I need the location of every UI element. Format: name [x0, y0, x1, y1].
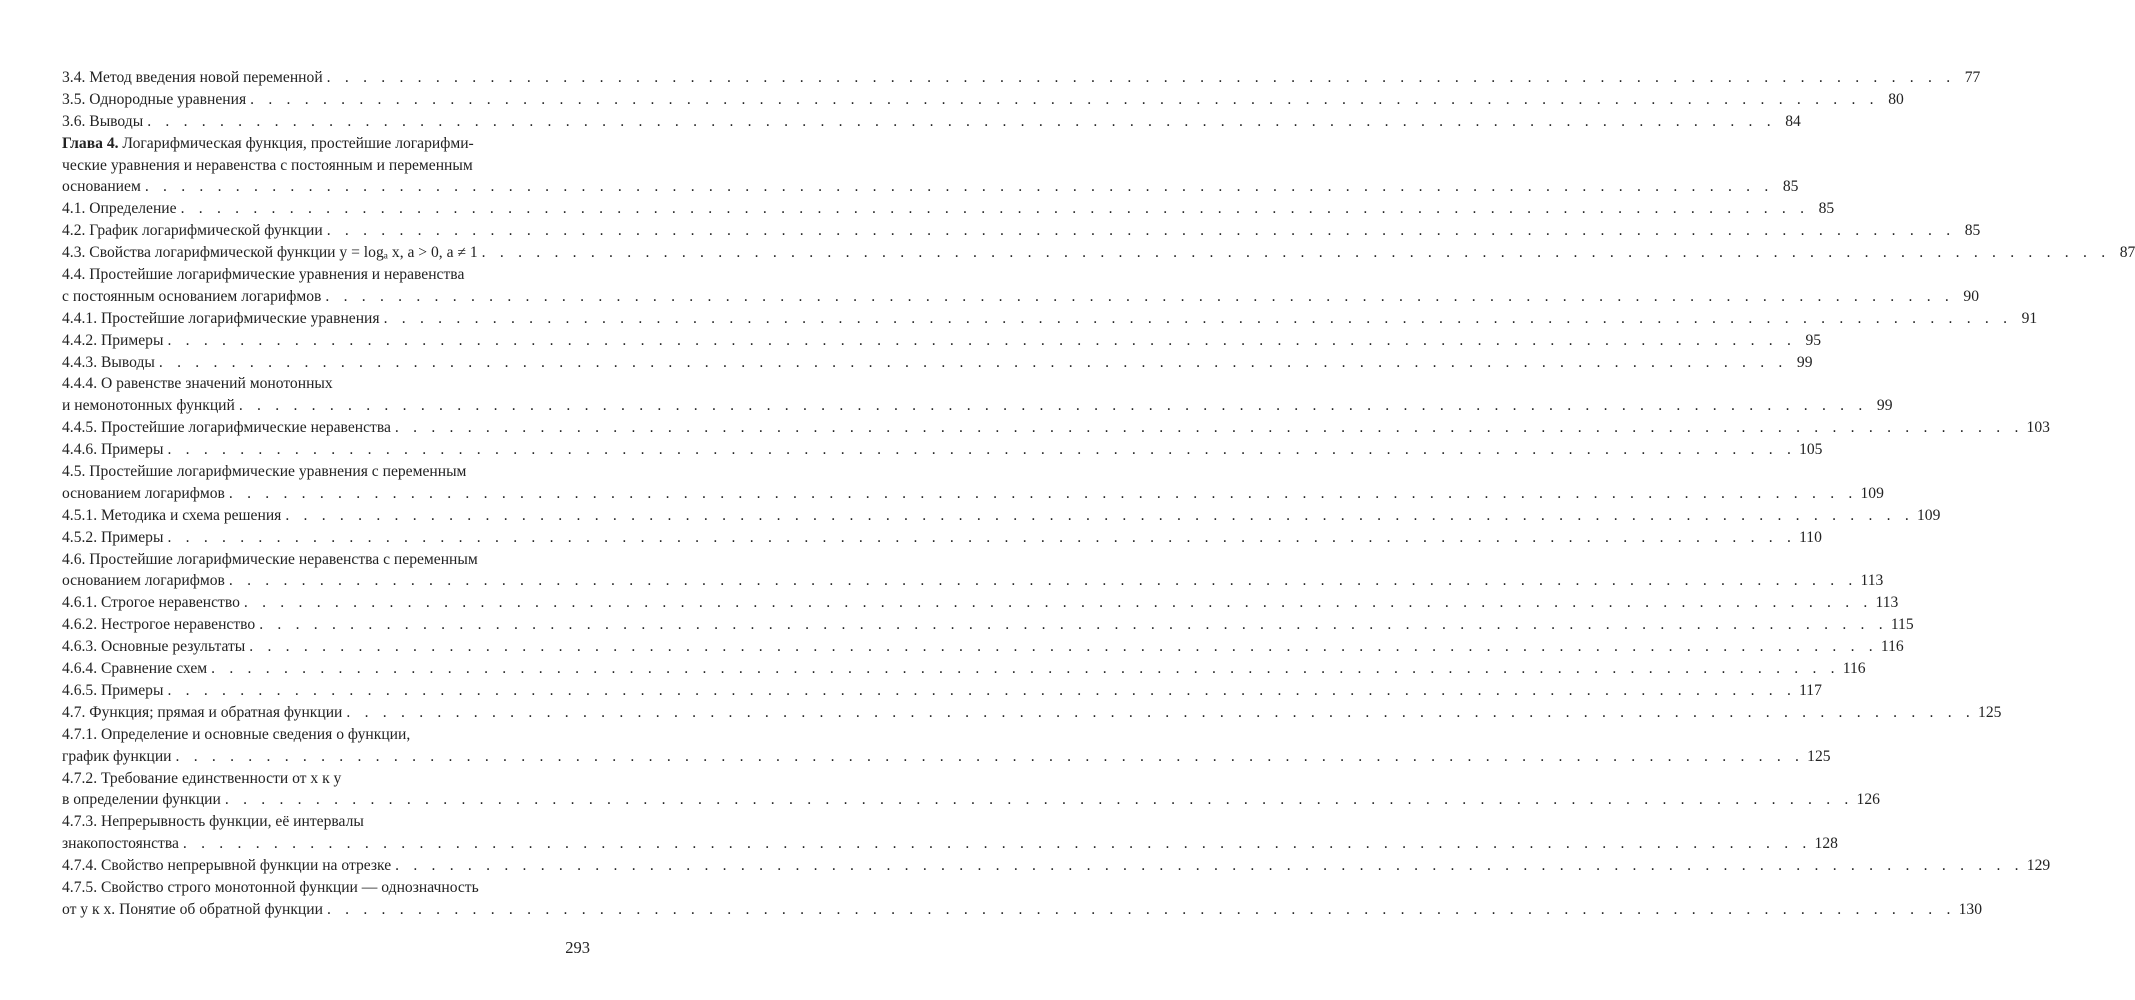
- toc-title: 4.4.3. Выводы: [62, 353, 155, 371]
- toc-line: [62, 746, 1831, 768]
- leader-dots: . . . . . . . . . . . . . . . . . . . . . . . . . . . . . . . . . . . . . . . . . . . . . . . . . . . . . . . . . . . . . . . . . . . . . . . . . . . . . . . . . . . . . . . . . .: [326, 69, 1956, 86]
- toc-title: основанием логарифмов: [62, 484, 225, 502]
- toc-title: 4.7.5. Свойство строго монотонной функции — однозначность: [62, 878, 479, 896]
- toc-line: [62, 658, 1866, 680]
- toc-line: [62, 220, 1981, 242]
- toc-page-number: 95: [1805, 331, 1822, 349]
- toc-line: [62, 395, 1893, 417]
- toc-line: [62, 373, 590, 395]
- toc-title: знакопостоянства: [62, 835, 179, 853]
- table-of-contents: [62, 67, 2135, 921]
- toc-title: график функции: [62, 747, 172, 765]
- toc-title: 4.4.4. О равенстве значений монотонных: [62, 375, 333, 393]
- toc-line: [62, 483, 1884, 505]
- toc-title: 4.6.2. Нестрогое неравенство: [62, 616, 256, 634]
- toc-page-number: 99: [1796, 353, 1813, 371]
- toc-line: [62, 570, 1884, 592]
- toc-entry-4-4-3: [62, 352, 1813, 374]
- toc-page-number: 85: [1782, 178, 1799, 196]
- toc-title: 4.3. Свойства логарифмической функции y = logₐ x, a > 0, a ≠ 1: [62, 244, 478, 262]
- toc-title: 4.5.1. Методика и схема решения: [62, 506, 282, 524]
- toc-entry-4-7-1: [62, 724, 1831, 768]
- toc-page-number: 129: [2026, 857, 2051, 875]
- toc-title: 4.6.5. Примеры: [62, 681, 164, 699]
- toc-page-number: 117: [1799, 681, 1822, 699]
- leader-dots: . . . . . . . . . . . . . . . . . . . . . . . . . . . . . . . . . . . . . . . . . . . . . . . . . . . . . . . . . . . . . . . . . . . . . . . . . . . . . . . . . . . . . . . . . .: [228, 572, 1858, 590]
- leader-dots: . . . . . . . . . . . . . . . . . . . . . . . . . . . . . . . . . . . . . . . . . . . . . . . . . . . . . . . . . . . . . . . . . . . . . . . . . . . . . . . . . . . . . . . . . .: [326, 222, 1956, 240]
- toc-title: 4.4.5. Простейшие логарифмические неравенства: [62, 419, 391, 437]
- toc-entry-3-6: [62, 111, 1801, 133]
- toc-page-number: 85: [1964, 222, 1981, 240]
- toc-title: 4.4.1. Простейшие логарифмические уравнения: [62, 309, 380, 327]
- toc-page-number: 113: [1875, 594, 1899, 612]
- toc-line: [62, 636, 1904, 658]
- toc-entry-4-5-2: [62, 527, 1822, 549]
- toc-line: [62, 789, 1880, 811]
- toc-line: [62, 811, 590, 833]
- leader-dots: . . . . . . . . . . . . . . . . . . . . . . . . . . . . . . . . . . . . . . . . . . . . . . . . . . . . . . . . . . . . . . . . . . . . . . . . . . . . . . . . . . . . . . . . . .: [250, 90, 1879, 108]
- toc-entry-4-4-2: [62, 330, 1822, 352]
- toc-title: 4.4.6. Примеры: [62, 441, 164, 459]
- toc-entry-4-7-4: [62, 855, 2051, 877]
- toc-page-number: 116: [1880, 638, 1904, 656]
- leader-dots: . . . . . . . . . . . . . . . . . . . . . . . . . . . . . . . . . . . . . . . . . . . . . . . . . . . . . . . . . . . . . . . . . . . . . . . . . . . . . . . . . . . . . . . . . .: [167, 528, 1797, 546]
- toc-entry-4-5: [62, 461, 1884, 505]
- toc-entry-4-4-4: [62, 373, 1893, 417]
- toc-line: [62, 592, 1899, 614]
- toc-title: 4.5.2. Примеры: [62, 528, 164, 546]
- toc-page-number: 130: [1958, 900, 1982, 918]
- toc-line: [62, 461, 590, 483]
- toc-entry-4-2: [62, 220, 1981, 242]
- leader-dots: . . . . . . . . . . . . . . . . . . . . . . . . . . . . . . . . . . . . . . . . . . . . . . . . . . . . . . . . . . . . . . . . . . . . . . . . . . . . . . . . . . . . . . . . . .: [243, 594, 1873, 612]
- toc-entry-4-7: [62, 702, 2002, 724]
- toc-title: 4.6. Простейшие логарифмические неравенства с переменным: [62, 550, 478, 568]
- toc-title: основанием: [62, 178, 141, 196]
- leader-dots: . . . . . . . . . . . . . . . . . . . . . . . . . . . . . . . . . . . . . . . . . . . . . . . . . . . . . . . . . . . . . . . . . . . . . . . . . . . . . . . . . . . . . . . . . .: [481, 244, 2111, 262]
- toc-line: [62, 155, 590, 177]
- toc-title: основанием логарифмов: [62, 572, 225, 590]
- toc-page-number: 87: [2119, 244, 2135, 262]
- toc-entry-4-6-3: [62, 636, 1904, 658]
- toc-title: ческие уравнения и неравенства с постоянным и переменным: [62, 156, 473, 174]
- leader-dots: . . . . . . . . . . . . . . . . . . . . . . . . . . . . . . . . . . . . . . . . . . . . . . . . . . . . . . . . . . . . . . . . . . . . . . . . . . . . . . . . . . . . . . . . . .: [325, 287, 1954, 305]
- toc-entry-4-7-3: [62, 811, 1838, 855]
- toc-line: [62, 67, 1981, 89]
- toc-title: 4.6.4. Сравнение схем: [62, 660, 208, 678]
- toc-line: [62, 877, 590, 899]
- chapter-label: Глава 4.: [62, 134, 119, 152]
- toc-page-number: 85: [1818, 200, 1835, 218]
- toc-entry-4-4: [62, 264, 1979, 308]
- toc-entry-4-6-5: [62, 680, 1822, 702]
- toc-page-number: 126: [1856, 791, 1880, 809]
- toc-line: [62, 417, 2050, 439]
- toc-page-number: 109: [1916, 506, 1941, 524]
- toc-line: [62, 176, 1799, 198]
- leader-dots: . . . . . . . . . . . . . . . . . . . . . . . . . . . . . . . . . . . . . . . . . . . . . . . . . . . . . . . . . . . . . . . . . . . . . . . . . . . . . . . . . . . . . . . . . .: [228, 484, 1858, 502]
- toc-page-number: 115: [1890, 616, 1914, 634]
- toc-line: [62, 549, 590, 571]
- toc-title: 4.7.4. Свойство непрерывной функции на отрезке: [62, 857, 392, 875]
- leader-dots: . . . . . . . . . . . . . . . . . . . . . . . . . . . . . . . . . . . . . . . . . . . . . . . . . . . . . . . . . . . . . . . . . . . . . . . . . . . . . . . . . . . . . . . . . .: [167, 681, 1797, 699]
- leader-dots: . . . . . . . . . . . . . . . . . . . . . . . . . . . . . . . . . . . . . . . . . . . . . . . . . . . . . . . . . . . . . . . . . . . . . . . . . . . . . . . . . . . . . . . . . .: [395, 857, 2024, 875]
- toc-line: [62, 352, 1813, 374]
- toc-page-number: 128: [1814, 835, 1838, 853]
- leader-dots: . . . . . . . . . . . . . . . . . . . . . . . . . . . . . . . . . . . . . . . . . . . . . . . . . . . . . . . . . . . . . . . . . . . . . . . . . . . . . . . . . . . . . . . . . .: [175, 747, 1805, 765]
- toc-entry-4-4-6: [62, 439, 1823, 461]
- toc-line: [62, 330, 1822, 352]
- toc-entry-4-4-5: [62, 417, 2050, 439]
- toc-title: 4.7.2. Требование единственности от x к y: [62, 769, 342, 787]
- toc-title: с постоянным основанием логарифмов: [62, 287, 322, 305]
- toc-entry-4-5-1: [62, 505, 1941, 527]
- toc-page-number: 116: [1842, 660, 1866, 678]
- toc-title: 4.4. Простейшие логарифмические уравнения и неравенства: [62, 266, 465, 284]
- toc-line: [62, 133, 590, 155]
- toc-page-number: 77: [1964, 69, 1981, 86]
- toc-line: [62, 308, 2038, 330]
- toc-line: [62, 702, 2002, 724]
- leader-dots: . . . . . . . . . . . . . . . . . . . . . . . . . . . . . . . . . . . . . . . . . . . . . . . . . . . . . . . . . . . . . . . . . . . . . . . . . . . . . . . . . . . . . . . . . .: [224, 791, 1854, 809]
- toc-line: [62, 264, 590, 286]
- toc-page-number: 103: [2026, 419, 2050, 437]
- toc-line: [62, 198, 1835, 220]
- toc-page-number: 91: [2021, 309, 2038, 327]
- toc-entry-4-7-2: [62, 768, 1880, 812]
- toc-title: 4.1. Определение: [62, 200, 177, 218]
- leader-dots: . . . . . . . . . . . . . . . . . . . . . . . . . . . . . . . . . . . . . . . . . . . . . . . . . . . . . . . . . . . . . . . . . . . . . . . . . . . . . . . . . . . . . . . . . .: [326, 900, 1956, 918]
- toc-page-number: 105: [1799, 441, 1823, 459]
- toc-page-number: 80: [1888, 90, 1904, 108]
- toc-line: [62, 111, 1801, 133]
- toc-title: 3.6. Выводы: [62, 112, 144, 130]
- page-number: 293: [565, 938, 590, 957]
- toc-title: в определении функции: [62, 791, 221, 809]
- leader-dots: . . . . . . . . . . . . . . . . . . . . . . . . . . . . . . . . . . . . . . . . . . . . . . . . . . . . . . . . . . . . . . . . . . . . . . . . . . . . . . . . . . . . . . . . . .: [167, 331, 1797, 349]
- leader-dots: . . . . . . . . . . . . . . . . . . . . . . . . . . . . . . . . . . . . . . . . . . . . . . . . . . . . . . . . . . . . . . . . . . . . . . . . . . . . . . . . . . . . . . . . . .: [147, 112, 1776, 130]
- leader-dots: . . . . . . . . . . . . . . . . . . . . . . . . . . . . . . . . . . . . . . . . . . . . . . . . . . . . . . . . . . . . . . . . . . . . . . . . . . . . . . . . . . . . . . . . . .: [346, 703, 1976, 721]
- toc-page-number: 113: [1860, 572, 1884, 590]
- toc-entry-3-5: [62, 89, 1904, 111]
- leader-dots: . . . . . . . . . . . . . . . . . . . . . . . . . . . . . . . . . . . . . . . . . . . . . . . . . . . . . . . . . . . . . . . . . . . . . . . . . . . . . . . . . . . . . . . . . .: [158, 353, 1788, 371]
- toc-title: 4.7. Функция; прямая и обратная функции: [62, 703, 343, 721]
- toc-entry-4-6: [62, 549, 1884, 593]
- toc-title: 3.5. Однородные уравнения: [62, 90, 247, 108]
- toc-title: 4.5. Простейшие логарифмические уравнения с переменным: [62, 463, 467, 481]
- toc-entry-4-3: [62, 242, 2135, 264]
- toc-title: Логарифмическая функция, простейшие логарифми-: [118, 134, 474, 152]
- toc-page-number: 109: [1860, 484, 1884, 502]
- leader-dots: . . . . . . . . . . . . . . . . . . . . . . . . . . . . . . . . . . . . . . . . . . . . . . . . . . . . . . . . . . . . . . . . . . . . . . . . . . . . . . . . . . . . . . . . . .: [259, 616, 1888, 634]
- toc-entry-ch4: [62, 133, 1799, 199]
- toc-entry-4-4-1: [62, 308, 2038, 330]
- leader-dots: . . . . . . . . . . . . . . . . . . . . . . . . . . . . . . . . . . . . . . . . . . . . . . . . . . . . . . . . . . . . . . . . . . . . . . . . . . . . . . . . . . . . . . . . . .: [167, 441, 1797, 459]
- toc-entry-4-6-4: [62, 658, 1866, 680]
- toc-entry-3-4: [62, 67, 1981, 89]
- toc-line: [62, 505, 1941, 527]
- toc-line: [62, 899, 1982, 921]
- toc-page-number: 125: [1807, 747, 1831, 765]
- leader-dots: . . . . . . . . . . . . . . . . . . . . . . . . . . . . . . . . . . . . . . . . . . . . . . . . . . . . . . . . . . . . . . . . . . . . . . . . . . . . . . . . . . . . . . . . . .: [249, 638, 1878, 656]
- toc-title: 4.7.3. Непрерывность функции, её интервалы: [62, 813, 364, 831]
- toc-title: 4.6.1. Строгое неравенство: [62, 594, 240, 612]
- toc-title: 4.6.3. Основные результаты: [62, 638, 246, 656]
- leader-dots: . . . . . . . . . . . . . . . . . . . . . . . . . . . . . . . . . . . . . . . . . . . . . . . . . . . . . . . . . . . . . . . . . . . . . . . . . . . . . . . . . . . . . . . . . .: [211, 660, 1840, 678]
- toc-line: [62, 527, 1822, 549]
- leader-dots: . . . . . . . . . . . . . . . . . . . . . . . . . . . . . . . . . . . . . . . . . . . . . . . . . . . . . . . . . . . . . . . . . . . . . . . . . . . . . . . . . . . . . . . . . .: [182, 835, 1812, 853]
- toc-line: [62, 855, 2051, 877]
- toc-title: от y к x. Понятие об обратной функции: [62, 900, 323, 918]
- leader-dots: . . . . . . . . . . . . . . . . . . . . . . . . . . . . . . . . . . . . . . . . . . . . . . . . . . . . . . . . . . . . . . . . . . . . . . . . . . . . . . . . . . . . . . . . . .: [238, 397, 1868, 415]
- toc-title: 4.2. График логарифмической функции: [62, 222, 323, 240]
- toc-line: [62, 614, 1914, 636]
- toc-line: [62, 768, 590, 790]
- toc-line: [62, 89, 1904, 111]
- leader-dots: . . . . . . . . . . . . . . . . . . . . . . . . . . . . . . . . . . . . . . . . . . . . . . . . . . . . . . . . . . . . . . . . . . . . . . . . . . . . . . . . . . . . . . . . . .: [383, 309, 2013, 327]
- toc-entry-4-6-1: [62, 592, 1899, 614]
- leader-dots: . . . . . . . . . . . . . . . . . . . . . . . . . . . . . . . . . . . . . . . . . . . . . . . . . . . . . . . . . . . . . . . . . . . . . . . . . . . . . . . . . . . . . . . . . .: [285, 506, 1914, 524]
- toc-line: [62, 833, 1838, 855]
- toc-entry-4-6-2: [62, 614, 1914, 636]
- toc-title: 3.4. Метод введения новой переменной: [62, 69, 323, 86]
- leader-dots: . . . . . . . . . . . . . . . . . . . . . . . . . . . . . . . . . . . . . . . . . . . . . . . . . . . . . . . . . . . . . . . . . . . . . . . . . . . . . . . . . . . . . . . . . .: [394, 419, 2024, 437]
- toc-page-number: 99: [1876, 397, 1893, 415]
- toc-title: и немонотонных функций: [62, 397, 235, 415]
- toc-entry-4-1: [62, 198, 1835, 220]
- toc-line: [62, 242, 2135, 264]
- toc-entry-4-7-5: [62, 877, 1982, 921]
- toc-title: 4.4.2. Примеры: [62, 331, 164, 349]
- toc-title: 4.7.1. Определение и основные сведения о функции,: [62, 725, 411, 743]
- toc-line: [62, 680, 1822, 702]
- toc-line: [62, 286, 1979, 308]
- leader-dots: . . . . . . . . . . . . . . . . . . . . . . . . . . . . . . . . . . . . . . . . . . . . . . . . . . . . . . . . . . . . . . . . . . . . . . . . . . . . . . . . . . . . . . . . . .: [180, 200, 1810, 218]
- toc-page-number: 84: [1785, 112, 1801, 130]
- toc-line: [62, 439, 1823, 461]
- leader-dots: . . . . . . . . . . . . . . . . . . . . . . . . . . . . . . . . . . . . . . . . . . . . . . . . . . . . . . . . . . . . . . . . . . . . . . . . . . . . . . . . . . . . . . . . . .: [144, 178, 1774, 196]
- toc-page-number: 90: [1963, 287, 1979, 305]
- toc-line: [62, 724, 590, 746]
- toc-page-number: 110: [1799, 528, 1822, 546]
- toc-page-number: 125: [1978, 703, 2002, 721]
